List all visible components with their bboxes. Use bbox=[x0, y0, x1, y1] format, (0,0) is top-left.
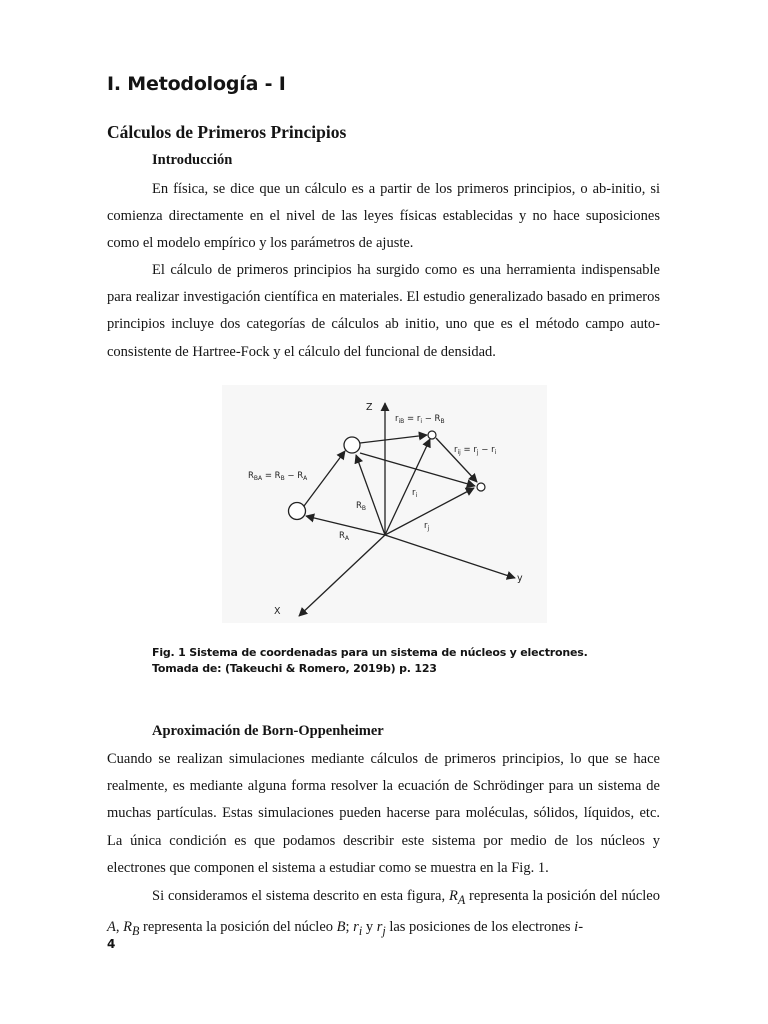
page-number: 4 bbox=[107, 937, 116, 951]
axis-label-x: X bbox=[274, 606, 281, 617]
nucleus-A bbox=[289, 503, 306, 520]
figure-caption: Fig. 1 Sistema de coordenadas para un sistema de núcleos y electrones. Tomada de: (Takeuchi & Romero, 2019b) p. 123 bbox=[152, 646, 588, 675]
coordinate-system-figure bbox=[222, 385, 547, 623]
intro-heading: Introducción bbox=[152, 152, 233, 168]
paragraph-2: El cálculo de primeros principios ha surgido como es una herramienta indispensable para realizar investigación científica en materiales. El estudio generalizado basado en primeros principios incluye dos categorías de cálculos ab initio, uno que es el método campo auto-consistente de Hartree-Fock y el cálculo del funcional de densidad. bbox=[107, 262, 660, 360]
vector-RBA bbox=[304, 451, 345, 506]
paragraph-4: Si consideramos el sistema descrito en esta figura, $R_A$ representa la posición del núcleo A, $R_B$ representa la posición del núcleo B; $r_i$ y $r_j$ las posiciones de los electrones i- bbox=[107, 888, 660, 938]
vector-RA bbox=[306, 516, 385, 535]
label-RB: $R_B$ bbox=[356, 501, 367, 512]
x-axis bbox=[299, 535, 385, 616]
vector-rj bbox=[385, 488, 474, 535]
vector-RB bbox=[356, 455, 385, 535]
label-RA: $R_A$ bbox=[339, 531, 350, 542]
figure-diagram bbox=[222, 385, 547, 623]
paragraph-3: Cuando se realizan simulaciones mediante cálculos de primeros principios, lo que se hace realmente, es mediante alguna forma resolver la ecuación de Schrödinger para un sistema de muchas partículas. Estas simulaciones pueden hacerse para moléculas, sólidos, líquidos, etc. La única condición es que podamos describir este sistema por medio de los núcleos y electrones que componen el sistema a estudiar como se muestra en la Fig. 1. bbox=[107, 751, 660, 876]
section-title: Cálculos de Primeros Principios bbox=[107, 122, 347, 142]
electron-j bbox=[477, 483, 485, 491]
label-RBA: $R_{BA} = R_B - R_A$ bbox=[248, 471, 308, 482]
electron-i bbox=[428, 431, 436, 439]
label-riB: $r_{iB} = r_i - R_B$ bbox=[395, 414, 445, 425]
axis-label-z: Z bbox=[366, 402, 373, 413]
born-oppenheimer-heading: Aproximación de Born-Oppenheimer bbox=[152, 723, 384, 739]
label-rj: $r_j$ bbox=[424, 521, 430, 532]
vector-B-to-j bbox=[360, 453, 475, 486]
axis-label-y: y bbox=[517, 573, 523, 584]
nucleus-B bbox=[344, 437, 360, 453]
paragraph-1: En física, se dice que un cálculo es a partir de los primeros principios, o ab-initio, si comienza directamente en el nivel de las leyes físicas establecidas y no hace suposiciones como el modelo empírico y los parámetros de ajuste. bbox=[107, 181, 660, 252]
chapter-heading: I. Metodología - I bbox=[107, 73, 286, 95]
y-axis bbox=[385, 535, 515, 578]
label-ri: $r_i$ bbox=[412, 488, 418, 499]
label-rij: $r_{ij} = r_j - r_i$ bbox=[454, 445, 497, 456]
vector-riB bbox=[360, 435, 427, 443]
